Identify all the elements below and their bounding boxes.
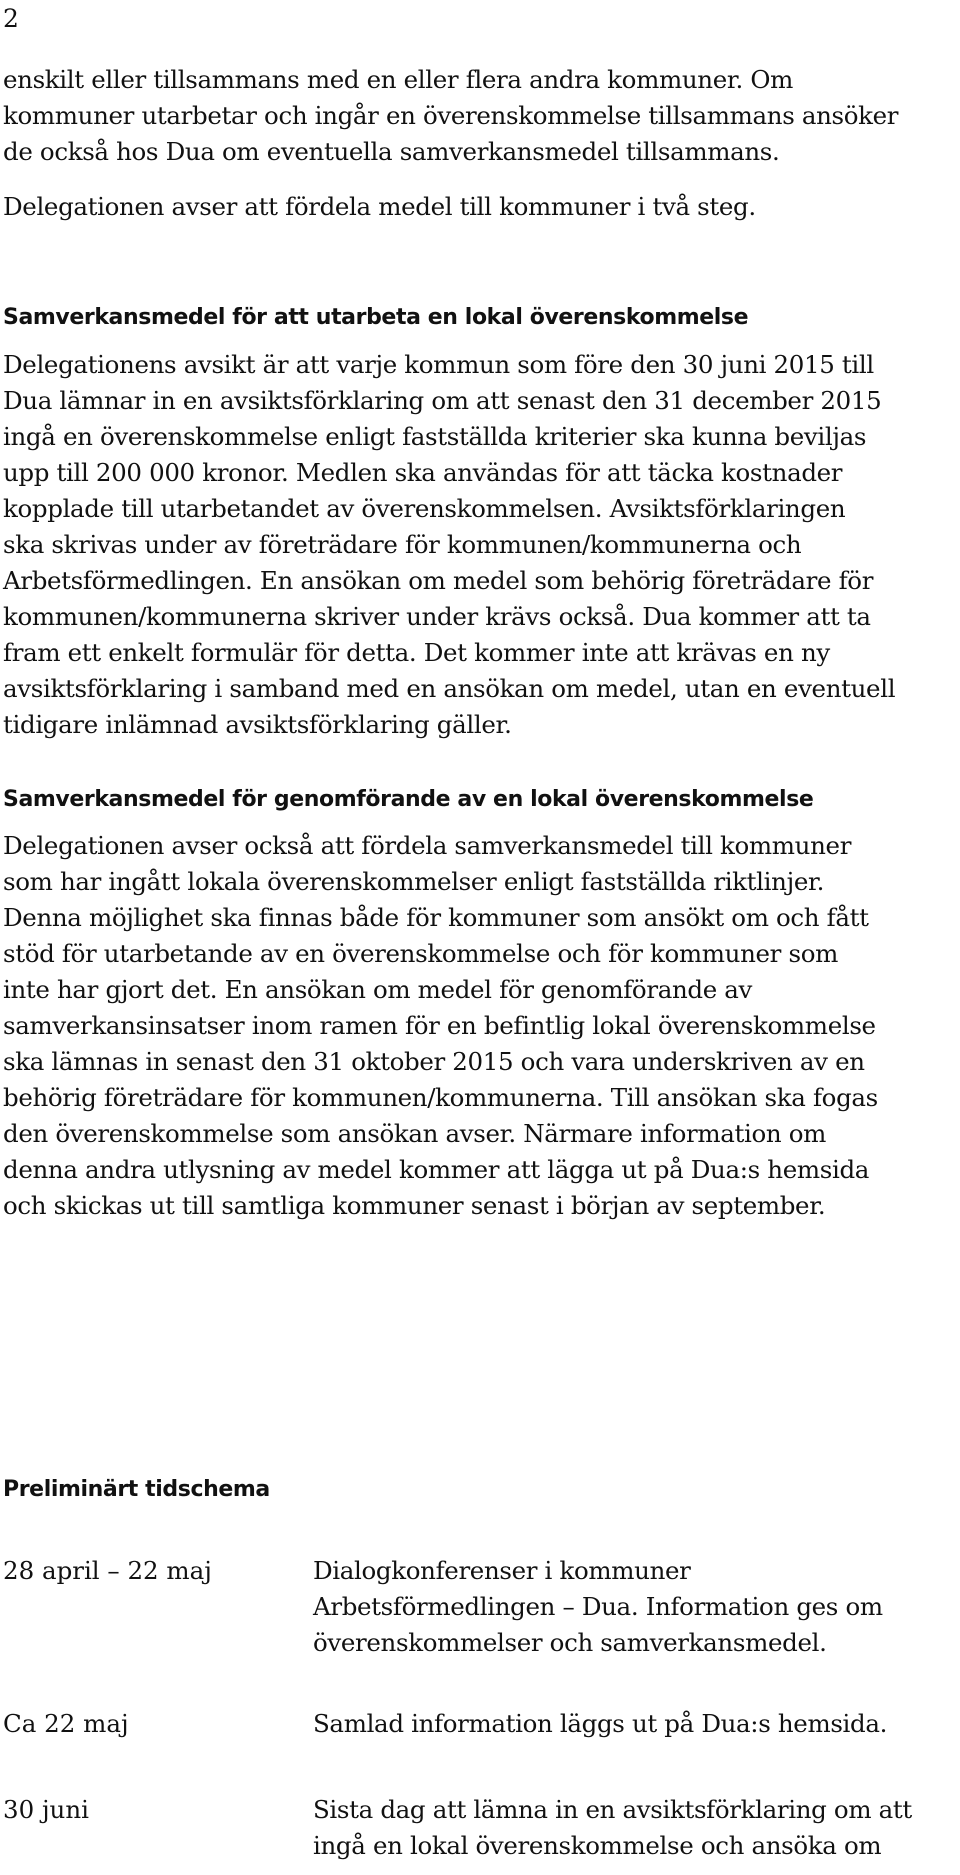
schedule-date: 28 april – 22 maj: [3, 1556, 212, 1585]
schedule-description: Samlad information läggs ut på Dua:s hemsida.: [313, 1709, 888, 1738]
schedule-date: 30 juni: [3, 1795, 89, 1824]
schedule-description: Dialogkonferenser i kommuner Arbetsförmedlingen – Dua. Information ges om överenskommelser och samverkansmedel.: [313, 1556, 883, 1657]
section-1-body: Delegationens avsikt är att varje kommun som före den 30 juni 2015 till Dua lämnar in en avsiktsförklaring om att senast den 31 december 2015 ingå en överenskommelse enligt fastställda kriterier ska kunna beviljas upp till 200 000 kronor. Medlen ska användas för att täcka kostnader kopplade till utarbetandet av överenskommelsen. Avsiktsförklaringen ska skrivas under av företrädare för kommunen/kommunerna och Arbetsförmedlingen. En ansökan om medel som behörig företrädare för kommunen/kommunerna skriver under krävs också. Dua kommer att ta fram ett enkelt formulär för detta. Det kommer inte att krävas en ny avsiktsförklaring i samband med en ansökan om medel, utan en eventuell tidigare inlämnad avsiktsförklaring gäller.: [3, 350, 896, 739]
page-number: 2: [3, 4, 19, 33]
section-2-heading: Samverkansmedel för genomförande av en lokal överenskommelse: [3, 787, 814, 812]
steps-sentence: Delegationen avser att fördela medel till kommuner i två steg.: [3, 192, 756, 221]
schedule-date: Ca 22 maj: [3, 1709, 129, 1738]
intro-paragraph: enskilt eller tillsammans med en eller flera andra kommuner. Om kommuner utarbetar och ingår en överenskommelse tillsammans ansöker de också hos Dua om eventuella samverkansmedel tillsammans.: [3, 65, 899, 166]
section-2-body: Delegationen avser också att fördela samverkansmedel till kommuner som har ingått lokala överenskommelser enligt fastställda riktlinjer. Denna möjlighet ska finnas både för kommuner som ansökt om och fått stöd för utarbetande av en överenskommelse och för kommuner som inte har gjort det. En ansökan om medel för genomförande av samverkansinsatser inom ramen för en befintlig lokal överenskommelse ska lämnas in senast den 31 oktober 2015 och vara underskriven av en behörig företrädare för kommunen/kommunerna. Till ansökan ska fogas den överenskommelse som ansökan avser. Närmare information om denna andra utlysning av medel kommer att lägga ut på Dua:s hemsida och skickas ut till samtliga kommuner senast i början av september.: [3, 831, 878, 1220]
section-1-heading: Samverkansmedel för att utarbeta en lokal överenskommelse: [3, 305, 749, 330]
schedule-heading: Preliminärt tidschema: [3, 1477, 270, 1502]
schedule-description: Sista dag att lämna in en avsiktsförklaring om att ingå en lokal överenskommelse och ansöka om: [313, 1795, 912, 1860]
